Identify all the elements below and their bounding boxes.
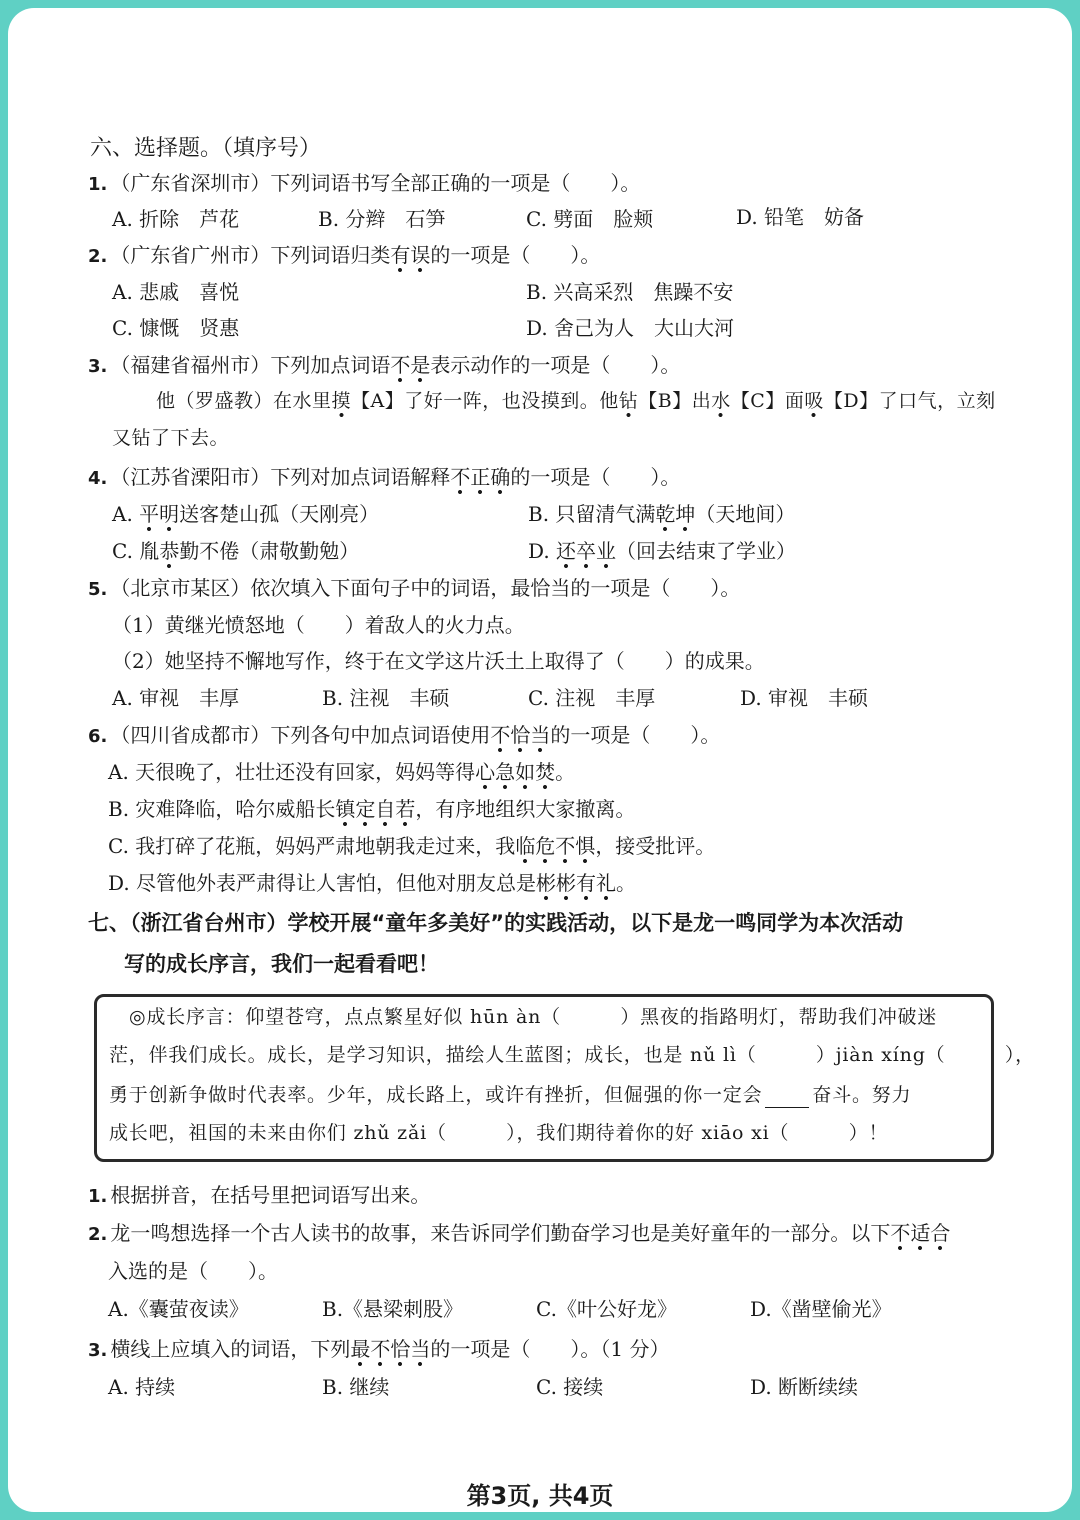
preface-line-2: 茫，伴我们成长。成长，是学习知识，描绘人生蓝图；成长，也是 nǔ lì（ ）jiàn xíng（ ），: [109, 1044, 1035, 1066]
dotted-word: 钻: [619, 390, 639, 418]
question-3: [88, 354, 680, 378]
section-7-title: 七、（浙江省台州市）学校开展“童年多美好”的实践活动，以下是龙一鸣同学为本次活动: [88, 911, 904, 935]
option-b: B. 只留清气满乾坤（天地间）: [528, 503, 795, 526]
dotted-word: 不是: [390, 353, 430, 383]
option-c: C. 胤恭勤不倦（肃敬勤勉）: [112, 540, 359, 563]
question-7-2-cont: 入选的是（ ）。: [108, 1259, 278, 1283]
question-text: 横线上应填入的词语，下列: [110, 1337, 351, 1361]
option-c: C.《叶公好龙》: [536, 1297, 677, 1321]
option-c: C. 接续: [536, 1375, 604, 1399]
option-a: A.《囊萤夜读》: [108, 1297, 249, 1321]
option-d: D. 断断续续: [750, 1375, 859, 1399]
question-text: （广东省深圳市）下列词语书写全部正确的一项是（ ）。: [110, 171, 641, 195]
question-7-2: [88, 1222, 950, 1246]
option-c: C. 注视 丰厚: [528, 686, 656, 710]
question-7-3: [88, 1338, 669, 1362]
dotted-word: 平明: [139, 502, 179, 532]
question-7-1: [88, 1184, 430, 1208]
option-d: D. 尽管他外表严肃得让人害怕，但他对朋友总是彬彬有礼。: [108, 872, 636, 895]
dotted-word: 心急如焚: [475, 760, 555, 790]
dotted-word: 水: [711, 390, 731, 418]
option-d: D. 还卒业（回去结束了学业）: [528, 540, 796, 563]
dotted-word: 不正确: [450, 465, 510, 495]
section-6-title: 六、选择题。（填序号）: [90, 136, 322, 161]
question-number: 4.: [88, 468, 108, 489]
question-text-end: 的一项是（ ）。: [550, 723, 721, 747]
sentence-1: （1）黄继光愤怒地（ ）着敌人的火力点。: [112, 613, 525, 637]
option-b: B. 兴高采烈 焦躁不安: [526, 280, 734, 304]
preface-box: [94, 994, 1035, 1162]
question-text: （江苏省溧阳市）下列对加点词语解释: [110, 465, 451, 489]
question-text: （四川省成都市）下列各句中加点词语使用: [110, 723, 491, 747]
dotted-word: 临危不惧: [515, 834, 595, 864]
option-a: A. 持续: [108, 1375, 176, 1399]
preface-line-3: 勇于创新争做时代表率。少年，成长路上，或许有挫折，但倔强的你一定会 奋斗。努力: [109, 1084, 912, 1106]
option-a: A. 悲戚 喜悦: [112, 280, 240, 304]
question-number: 1.: [88, 174, 108, 195]
question-number: 6.: [88, 726, 108, 747]
question-text: （北京市某区）依次填入下面句子中的词语，最恰当的一项是（ ）。: [110, 576, 741, 600]
question-number: 3.: [88, 1340, 108, 1361]
dotted-word: 恭: [159, 539, 179, 569]
passage-line-2: 又钻了下去。: [112, 427, 230, 449]
option-c: C. 我打碎了花瓶，妈妈严肃地朝我走过来，我临危不惧，接受批评。: [108, 835, 715, 858]
question-text-end: 的一项是（ ）。: [510, 465, 681, 489]
passage-line-1: 他（罗盛教）在水里摸【A】了好一阵，也没摸到。他钻【B】出水【C】面吸【D】了口气，立刻: [156, 391, 996, 413]
question-2: [88, 244, 600, 268]
option-a: A. 审视 丰厚: [112, 686, 240, 710]
question-4: [88, 466, 680, 490]
question-text: 龙一鸣想选择一个古人读书的故事，来告诉同学们勤奋学习也是美好童年的一部分。以下: [110, 1221, 891, 1245]
dotted-word: 摸: [332, 390, 352, 418]
preface-line-4: 成长吧，祖国的未来由你们 zhǔ zǎi（ ），我们期待着你的好 xiāo xi（ ）！: [109, 1122, 889, 1144]
question-6: [88, 724, 720, 748]
question-5: [88, 577, 740, 601]
option-a: A. 平明送客楚山孤（天刚亮）: [112, 503, 379, 526]
option-b: B. 分辫 石笋: [318, 207, 446, 231]
question-number: 3.: [88, 356, 108, 377]
option-c: C. 劈面 脸颊: [526, 207, 654, 231]
option-b: B. 注视 丰硕: [322, 686, 450, 710]
option-d: D.《凿壁偷光》: [750, 1297, 892, 1321]
option-c: C. 慷慨 贤惠: [112, 316, 240, 340]
question-number: 1.: [88, 1186, 108, 1207]
section-7-title-cont: 写的成长序言，我们一起看看吧！: [124, 952, 439, 976]
fill-blank: [765, 1085, 809, 1108]
question-1: [88, 172, 640, 196]
question-number: 2.: [88, 246, 108, 267]
option-d: D. 铅笔 妨备: [736, 205, 865, 229]
sentence-2: （2）她坚持不懈地写作，终于在文学这片沃土上取得了（ ）的成果。: [112, 649, 765, 673]
option-d: D. 舍己为人 大山大河: [526, 316, 735, 340]
dotted-word: 吸: [804, 390, 824, 418]
option-a: A. 天很晚了，壮壮还没有回家，妈妈等得心急如焚。: [108, 761, 575, 784]
dotted-word: 彬彬有礼: [536, 871, 616, 901]
question-text-end: 表示动作的一项是（ ）。: [430, 353, 681, 377]
option-b: B. 继续: [322, 1375, 390, 1399]
dotted-word: 镇定自若: [335, 797, 415, 827]
question-text-end: 的一项是（ ）。（1 分）: [430, 1337, 670, 1361]
preface-line-1: ◎成长序言：仰望苍穹，点点繁星好似 hūn àn（ ）黑夜的指路明灯，帮助我们冲破迷: [129, 1006, 938, 1028]
question-text-end: 的一项是（ ）。: [430, 243, 601, 267]
option-b: B. 灾难降临，哈尔威船长镇定自若，有序地组织大家撤离。: [108, 798, 635, 821]
question-number: 5.: [88, 579, 108, 600]
question-text: （福建省福州市）下列加点词语: [110, 353, 391, 377]
question-number: 2.: [88, 1224, 108, 1245]
dotted-word: 不适合: [890, 1221, 950, 1251]
question-text: 根据拼音，在括号里把词语写出来。: [110, 1183, 431, 1207]
dotted-word: 不恰当: [490, 723, 550, 753]
worksheet-page: [8, 8, 1072, 1512]
option-a: A. 折除 芦花: [112, 207, 240, 231]
dotted-word: 最不恰当: [350, 1337, 430, 1367]
question-text: （广东省广州市）下列词语归类: [110, 243, 391, 267]
dotted-word: 还卒业: [556, 539, 616, 569]
dotted-word: 有误: [390, 243, 430, 273]
option-d: D. 审视 丰硕: [740, 686, 869, 710]
option-b: B.《悬梁刺股》: [322, 1297, 464, 1321]
page-footer: 第3页, 共4页: [466, 1482, 614, 1510]
dotted-word: 乾坤: [655, 502, 695, 532]
